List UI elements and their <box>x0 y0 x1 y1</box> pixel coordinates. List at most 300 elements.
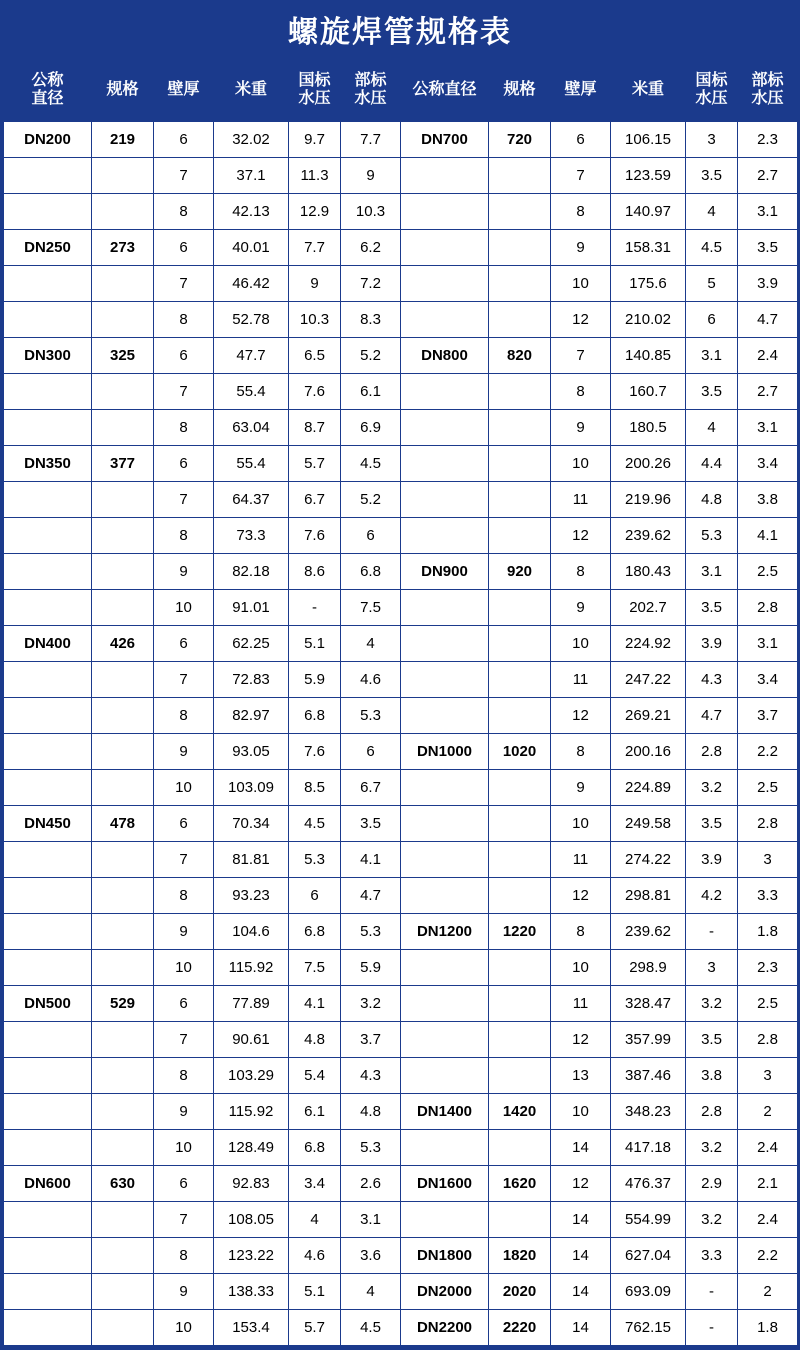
table-row <box>4 770 798 806</box>
cell-wall-thickness-right: 8 <box>551 374 611 410</box>
cell-nominal-diameter-right <box>401 770 489 806</box>
cell-bb-pressure-right: 2.8 <box>738 806 798 842</box>
cell-gb-pressure-left: 4 <box>289 1202 341 1238</box>
cell-weight-right: 224.89 <box>611 770 686 806</box>
cell-spec-left: 377 <box>92 446 154 482</box>
cell-nominal-diameter-right <box>401 950 489 986</box>
cell-weight-left: 103.29 <box>214 1058 289 1094</box>
col-header-nominal-diameter-right: 公称直径 <box>401 59 489 122</box>
cell-wall-thickness-right: 8 <box>551 734 611 770</box>
cell-wall-thickness-right: 8 <box>551 194 611 230</box>
cell-gb-pressure-right: 3.1 <box>686 554 738 590</box>
cell-wall-thickness-left: 7 <box>154 158 214 194</box>
cell-nominal-diameter-right <box>401 986 489 1022</box>
cell-weight-right: 175.6 <box>611 266 686 302</box>
cell-spec-right <box>489 194 551 230</box>
cell-wall-thickness-right: 9 <box>551 590 611 626</box>
cell-gb-pressure-left: 9 <box>289 266 341 302</box>
col-header-gb-pressure-right: 国标 水压 <box>686 59 738 122</box>
col-header-weight-per-meter-right: 米重 <box>611 59 686 122</box>
cell-nominal-diameter-left <box>4 266 92 302</box>
cell-spec-right: 920 <box>489 554 551 590</box>
cell-gb-pressure-right: 3.5 <box>686 158 738 194</box>
cell-gb-pressure-right: 3.8 <box>686 1058 738 1094</box>
cell-weight-right: 348.23 <box>611 1094 686 1130</box>
cell-gb-pressure-left: 7.5 <box>289 950 341 986</box>
cell-weight-left: 81.81 <box>214 842 289 878</box>
cell-wall-thickness-left: 9 <box>154 1094 214 1130</box>
cell-nominal-diameter-right: DN1200 <box>401 914 489 950</box>
cell-wall-thickness-left: 6 <box>154 446 214 482</box>
cell-weight-right: 554.99 <box>611 1202 686 1238</box>
cell-weight-left: 47.7 <box>214 338 289 374</box>
cell-bb-pressure-right: 3.4 <box>738 446 798 482</box>
cell-spec-right <box>489 770 551 806</box>
table-row <box>4 482 798 518</box>
cell-gb-pressure-left: 6.8 <box>289 698 341 734</box>
cell-wall-thickness-left: 9 <box>154 914 214 950</box>
cell-bb-pressure-right: 4.7 <box>738 302 798 338</box>
table-row <box>4 1274 798 1310</box>
table-row <box>4 806 798 842</box>
cell-wall-thickness-left: 10 <box>154 1130 214 1166</box>
cell-bb-pressure-right: 2.1 <box>738 1166 798 1202</box>
cell-spec-left <box>92 482 154 518</box>
cell-wall-thickness-right: 14 <box>551 1274 611 1310</box>
cell-bb-pressure-left: 5.3 <box>341 698 401 734</box>
cell-nominal-diameter-left <box>4 1274 92 1310</box>
col-header-gb-pressure-left: 国标 水压 <box>289 59 341 122</box>
cell-wall-thickness-right: 10 <box>551 806 611 842</box>
cell-gb-pressure-left: 7.7 <box>289 230 341 266</box>
cell-spec-right <box>489 266 551 302</box>
cell-wall-thickness-left: 9 <box>154 734 214 770</box>
cell-bb-pressure-left: 6.8 <box>341 554 401 590</box>
cell-bb-pressure-right: 1.8 <box>738 914 798 950</box>
cell-weight-left: 82.97 <box>214 698 289 734</box>
cell-spec-left <box>92 1310 154 1346</box>
cell-weight-left: 62.25 <box>214 626 289 662</box>
cell-gb-pressure-right: 3.2 <box>686 1130 738 1166</box>
cell-bb-pressure-right: 2 <box>738 1094 798 1130</box>
cell-weight-right: 200.26 <box>611 446 686 482</box>
table-row <box>4 1238 798 1274</box>
table-row <box>4 302 798 338</box>
cell-wall-thickness-left: 8 <box>154 878 214 914</box>
cell-nominal-diameter-left <box>4 914 92 950</box>
cell-spec-right <box>489 1202 551 1238</box>
cell-weight-right: 357.99 <box>611 1022 686 1058</box>
cell-weight-right: 249.58 <box>611 806 686 842</box>
cell-wall-thickness-left: 6 <box>154 1166 214 1202</box>
cell-wall-thickness-left: 9 <box>154 1274 214 1310</box>
col-header-nominal-diameter-left: 公称 直径 <box>4 59 92 122</box>
table-row <box>4 986 798 1022</box>
cell-weight-left: 115.92 <box>214 1094 289 1130</box>
cell-weight-right: 298.9 <box>611 950 686 986</box>
cell-wall-thickness-left: 7 <box>154 374 214 410</box>
cell-spec-right: 1820 <box>489 1238 551 1274</box>
cell-nominal-diameter-right <box>401 158 489 194</box>
cell-nominal-diameter-right <box>401 842 489 878</box>
cell-bb-pressure-left: 6.2 <box>341 230 401 266</box>
cell-weight-right: 160.7 <box>611 374 686 410</box>
cell-wall-thickness-right: 14 <box>551 1130 611 1166</box>
cell-spec-left <box>92 266 154 302</box>
cell-nominal-diameter-left <box>4 518 92 554</box>
cell-bb-pressure-left: 6.1 <box>341 374 401 410</box>
cell-gb-pressure-right: 4.3 <box>686 662 738 698</box>
cell-gb-pressure-left: 5.4 <box>289 1058 341 1094</box>
cell-gb-pressure-left: 5.9 <box>289 662 341 698</box>
cell-bb-pressure-left: 3.1 <box>341 1202 401 1238</box>
cell-weight-left: 153.4 <box>214 1310 289 1346</box>
table-row <box>4 590 798 626</box>
cell-weight-left: 92.83 <box>214 1166 289 1202</box>
cell-weight-left: 55.4 <box>214 446 289 482</box>
cell-nominal-diameter-left: DN300 <box>4 338 92 374</box>
cell-spec-right <box>489 1130 551 1166</box>
table-row <box>4 842 798 878</box>
cell-nominal-diameter-left <box>4 590 92 626</box>
cell-gb-pressure-left: 6.5 <box>289 338 341 374</box>
table-row <box>4 554 798 590</box>
cell-spec-right <box>489 698 551 734</box>
cell-nominal-diameter-right <box>401 194 489 230</box>
cell-wall-thickness-left: 8 <box>154 1238 214 1274</box>
cell-bb-pressure-right: 2.4 <box>738 1130 798 1166</box>
cell-spec-right <box>489 482 551 518</box>
table-row <box>4 518 798 554</box>
cell-weight-right: 247.22 <box>611 662 686 698</box>
cell-weight-left: 93.05 <box>214 734 289 770</box>
cell-spec-right: 1420 <box>489 1094 551 1130</box>
cell-weight-right: 106.15 <box>611 122 686 158</box>
cell-gb-pressure-right: 4.5 <box>686 230 738 266</box>
cell-bb-pressure-right: 3.8 <box>738 482 798 518</box>
cell-nominal-diameter-left <box>4 950 92 986</box>
cell-wall-thickness-right: 9 <box>551 410 611 446</box>
cell-bb-pressure-left: 6 <box>341 734 401 770</box>
cell-bb-pressure-right: 2.3 <box>738 122 798 158</box>
cell-weight-right: 219.96 <box>611 482 686 518</box>
cell-nominal-diameter-left <box>4 194 92 230</box>
table-row <box>4 626 798 662</box>
cell-gb-pressure-left: 7.6 <box>289 518 341 554</box>
cell-weight-right: 328.47 <box>611 986 686 1022</box>
cell-weight-left: 90.61 <box>214 1022 289 1058</box>
cell-wall-thickness-right: 11 <box>551 482 611 518</box>
cell-wall-thickness-right: 14 <box>551 1202 611 1238</box>
cell-nominal-diameter-right: DN700 <box>401 122 489 158</box>
cell-nominal-diameter-left <box>4 1238 92 1274</box>
cell-gb-pressure-right: 3.2 <box>686 770 738 806</box>
cell-wall-thickness-right: 12 <box>551 878 611 914</box>
cell-gb-pressure-right: 3.5 <box>686 1022 738 1058</box>
cell-weight-left: 37.1 <box>214 158 289 194</box>
table-row <box>4 878 798 914</box>
table-row <box>4 914 798 950</box>
cell-nominal-diameter-right: DN800 <box>401 338 489 374</box>
cell-bb-pressure-right: 3 <box>738 842 798 878</box>
cell-nominal-diameter-left <box>4 1130 92 1166</box>
cell-gb-pressure-left: 4.5 <box>289 806 341 842</box>
cell-gb-pressure-right: 4 <box>686 410 738 446</box>
cell-weight-left: 42.13 <box>214 194 289 230</box>
cell-bb-pressure-left: 4.8 <box>341 1094 401 1130</box>
cell-gb-pressure-right: 2.8 <box>686 1094 738 1130</box>
cell-spec-left <box>92 410 154 446</box>
cell-gb-pressure-right: 3.5 <box>686 590 738 626</box>
cell-gb-pressure-right: 4.8 <box>686 482 738 518</box>
cell-weight-right: 224.92 <box>611 626 686 662</box>
cell-gb-pressure-left: 3.4 <box>289 1166 341 1202</box>
cell-nominal-diameter-right <box>401 374 489 410</box>
cell-spec-left <box>92 662 154 698</box>
cell-wall-thickness-right: 14 <box>551 1310 611 1346</box>
cell-bb-pressure-left: 7.7 <box>341 122 401 158</box>
cell-bb-pressure-left: 4.6 <box>341 662 401 698</box>
cell-gb-pressure-left: 5.3 <box>289 842 341 878</box>
cell-nominal-diameter-right: DN2200 <box>401 1310 489 1346</box>
cell-weight-right: 417.18 <box>611 1130 686 1166</box>
cell-weight-left: 93.23 <box>214 878 289 914</box>
cell-nominal-diameter-left <box>4 374 92 410</box>
cell-wall-thickness-left: 6 <box>154 626 214 662</box>
cell-nominal-diameter-left <box>4 842 92 878</box>
cell-spec-left <box>92 1058 154 1094</box>
cell-spec-left: 630 <box>92 1166 154 1202</box>
cell-wall-thickness-right: 9 <box>551 770 611 806</box>
cell-spec-right: 1020 <box>489 734 551 770</box>
cell-nominal-diameter-left <box>4 878 92 914</box>
page-title: 螺旋焊管规格表 <box>288 16 512 49</box>
cell-nominal-diameter-left <box>4 1202 92 1238</box>
cell-bb-pressure-right: 3.4 <box>738 662 798 698</box>
cell-gb-pressure-left: - <box>289 590 341 626</box>
cell-spec-right <box>489 410 551 446</box>
cell-nominal-diameter-right <box>401 878 489 914</box>
table-row <box>4 338 798 374</box>
cell-spec-right <box>489 806 551 842</box>
cell-nominal-diameter-right <box>401 1022 489 1058</box>
cell-gb-pressure-left: 12.9 <box>289 194 341 230</box>
cell-bb-pressure-left: 5.3 <box>341 1130 401 1166</box>
cell-weight-left: 73.3 <box>214 518 289 554</box>
cell-gb-pressure-right: 4.2 <box>686 878 738 914</box>
cell-wall-thickness-right: 10 <box>551 950 611 986</box>
cell-gb-pressure-left: 6 <box>289 878 341 914</box>
table-row <box>4 158 798 194</box>
cell-wall-thickness-left: 10 <box>154 950 214 986</box>
cell-nominal-diameter-left <box>4 734 92 770</box>
cell-nominal-diameter-left: DN250 <box>4 230 92 266</box>
cell-bb-pressure-left: 3.7 <box>341 1022 401 1058</box>
cell-gb-pressure-left: 5.7 <box>289 446 341 482</box>
cell-spec-right <box>489 158 551 194</box>
cell-gb-pressure-right: 5.3 <box>686 518 738 554</box>
cell-weight-right: 693.09 <box>611 1274 686 1310</box>
table-row <box>4 1202 798 1238</box>
cell-gb-pressure-left: 5.7 <box>289 1310 341 1346</box>
cell-weight-right: 123.59 <box>611 158 686 194</box>
cell-nominal-diameter-right: DN1400 <box>401 1094 489 1130</box>
cell-bb-pressure-right: 2.2 <box>738 1238 798 1274</box>
cell-bb-pressure-left: 5.9 <box>341 950 401 986</box>
cell-spec-right <box>489 626 551 662</box>
cell-wall-thickness-left: 10 <box>154 1310 214 1346</box>
table-row <box>4 950 798 986</box>
cell-bb-pressure-right: 2.5 <box>738 554 798 590</box>
cell-wall-thickness-left: 7 <box>154 266 214 302</box>
cell-gb-pressure-right: 2.8 <box>686 734 738 770</box>
cell-spec-right <box>489 374 551 410</box>
cell-nominal-diameter-left: DN500 <box>4 986 92 1022</box>
cell-wall-thickness-right: 10 <box>551 626 611 662</box>
cell-gb-pressure-right: 3 <box>686 122 738 158</box>
cell-spec-left <box>92 950 154 986</box>
cell-spec-right <box>489 878 551 914</box>
cell-nominal-diameter-left: DN450 <box>4 806 92 842</box>
table-row <box>4 1166 798 1202</box>
cell-weight-right: 140.85 <box>611 338 686 374</box>
cell-nominal-diameter-left <box>4 554 92 590</box>
cell-weight-right: 202.7 <box>611 590 686 626</box>
cell-nominal-diameter-left <box>4 410 92 446</box>
cell-weight-left: 103.09 <box>214 770 289 806</box>
cell-spec-left <box>92 1238 154 1274</box>
cell-bb-pressure-left: 5.2 <box>341 482 401 518</box>
table-row <box>4 410 798 446</box>
cell-wall-thickness-right: 10 <box>551 446 611 482</box>
cell-bb-pressure-left: 4 <box>341 626 401 662</box>
cell-spec-left <box>92 518 154 554</box>
cell-gb-pressure-left: 4.6 <box>289 1238 341 1274</box>
cell-gb-pressure-left: 8.5 <box>289 770 341 806</box>
cell-spec-left <box>92 302 154 338</box>
cell-nominal-diameter-left <box>4 662 92 698</box>
cell-weight-left: 72.83 <box>214 662 289 698</box>
cell-weight-right: 239.62 <box>611 914 686 950</box>
cell-gb-pressure-left: 5.1 <box>289 626 341 662</box>
cell-gb-pressure-left: 5.1 <box>289 1274 341 1310</box>
cell-wall-thickness-right: 13 <box>551 1058 611 1094</box>
cell-bb-pressure-left: 3.5 <box>341 806 401 842</box>
cell-bb-pressure-right: 2.8 <box>738 590 798 626</box>
cell-gb-pressure-right: 3.9 <box>686 842 738 878</box>
cell-weight-right: 200.16 <box>611 734 686 770</box>
cell-wall-thickness-right: 7 <box>551 338 611 374</box>
cell-nominal-diameter-left: DN600 <box>4 1166 92 1202</box>
cell-nominal-diameter-right <box>401 482 489 518</box>
cell-bb-pressure-left: 9 <box>341 158 401 194</box>
cell-wall-thickness-left: 7 <box>154 842 214 878</box>
cell-bb-pressure-right: 2.8 <box>738 1022 798 1058</box>
cell-spec-left <box>92 194 154 230</box>
cell-weight-left: 77.89 <box>214 986 289 1022</box>
table-row <box>4 1310 798 1346</box>
cell-gb-pressure-left: 6.8 <box>289 1130 341 1166</box>
cell-spec-right <box>489 518 551 554</box>
cell-spec-left <box>92 878 154 914</box>
spec-table <box>3 58 798 1346</box>
cell-gb-pressure-right: 4.4 <box>686 446 738 482</box>
cell-spec-left <box>92 158 154 194</box>
table-row <box>4 1022 798 1058</box>
cell-bb-pressure-right: 2.7 <box>738 374 798 410</box>
cell-nominal-diameter-left <box>4 158 92 194</box>
cell-bb-pressure-right: 3 <box>738 1058 798 1094</box>
cell-wall-thickness-left: 6 <box>154 986 214 1022</box>
cell-wall-thickness-right: 12 <box>551 518 611 554</box>
cell-weight-right: 269.21 <box>611 698 686 734</box>
cell-spec-left <box>92 1094 154 1130</box>
cell-bb-pressure-left: 4.5 <box>341 1310 401 1346</box>
cell-nominal-diameter-left <box>4 1094 92 1130</box>
cell-nominal-diameter-right <box>401 1130 489 1166</box>
cell-bb-pressure-right: 2.5 <box>738 770 798 806</box>
cell-wall-thickness-left: 8 <box>154 194 214 230</box>
cell-weight-right: 210.02 <box>611 302 686 338</box>
cell-bb-pressure-left: 7.5 <box>341 590 401 626</box>
cell-spec-left <box>92 1130 154 1166</box>
cell-wall-thickness-left: 8 <box>154 518 214 554</box>
table-row <box>4 230 798 266</box>
cell-bb-pressure-left: 6 <box>341 518 401 554</box>
cell-spec-left: 325 <box>92 338 154 374</box>
cell-spec-right: 720 <box>489 122 551 158</box>
cell-nominal-diameter-right <box>401 446 489 482</box>
table-row <box>4 1094 798 1130</box>
cell-wall-thickness-right: 14 <box>551 1238 611 1274</box>
cell-weight-right: 762.15 <box>611 1310 686 1346</box>
col-header-wall-thickness-right: 壁厚 <box>551 59 611 122</box>
cell-wall-thickness-left: 6 <box>154 122 214 158</box>
cell-nominal-diameter-left <box>4 1022 92 1058</box>
cell-weight-left: 40.01 <box>214 230 289 266</box>
cell-nominal-diameter-left: DN400 <box>4 626 92 662</box>
cell-spec-left: 529 <box>92 986 154 1022</box>
cell-spec-right <box>489 1058 551 1094</box>
col-header-spec-left: 规格 <box>92 59 154 122</box>
cell-bb-pressure-left: 4 <box>341 1274 401 1310</box>
cell-wall-thickness-left: 10 <box>154 770 214 806</box>
cell-bb-pressure-right: 3.9 <box>738 266 798 302</box>
cell-gb-pressure-left: 6.1 <box>289 1094 341 1130</box>
cell-bb-pressure-right: 2.2 <box>738 734 798 770</box>
cell-bb-pressure-left: 5.2 <box>341 338 401 374</box>
cell-bb-pressure-left: 4.5 <box>341 446 401 482</box>
cell-wall-thickness-right: 12 <box>551 698 611 734</box>
cell-weight-right: 180.5 <box>611 410 686 446</box>
cell-gb-pressure-left: 7.6 <box>289 734 341 770</box>
cell-spec-right: 820 <box>489 338 551 374</box>
col-header-weight-per-meter-left: 米重 <box>214 59 289 122</box>
cell-bb-pressure-left: 3.2 <box>341 986 401 1022</box>
cell-spec-right <box>489 662 551 698</box>
cell-spec-left <box>92 698 154 734</box>
cell-gb-pressure-left: 11.3 <box>289 158 341 194</box>
cell-bb-pressure-right: 4.1 <box>738 518 798 554</box>
cell-spec-right: 2020 <box>489 1274 551 1310</box>
cell-nominal-diameter-left: DN350 <box>4 446 92 482</box>
cell-weight-right: 274.22 <box>611 842 686 878</box>
cell-weight-right: 298.81 <box>611 878 686 914</box>
cell-weight-left: 104.6 <box>214 914 289 950</box>
cell-bb-pressure-right: 3.3 <box>738 878 798 914</box>
cell-spec-left <box>92 374 154 410</box>
title-bar <box>0 0 800 58</box>
